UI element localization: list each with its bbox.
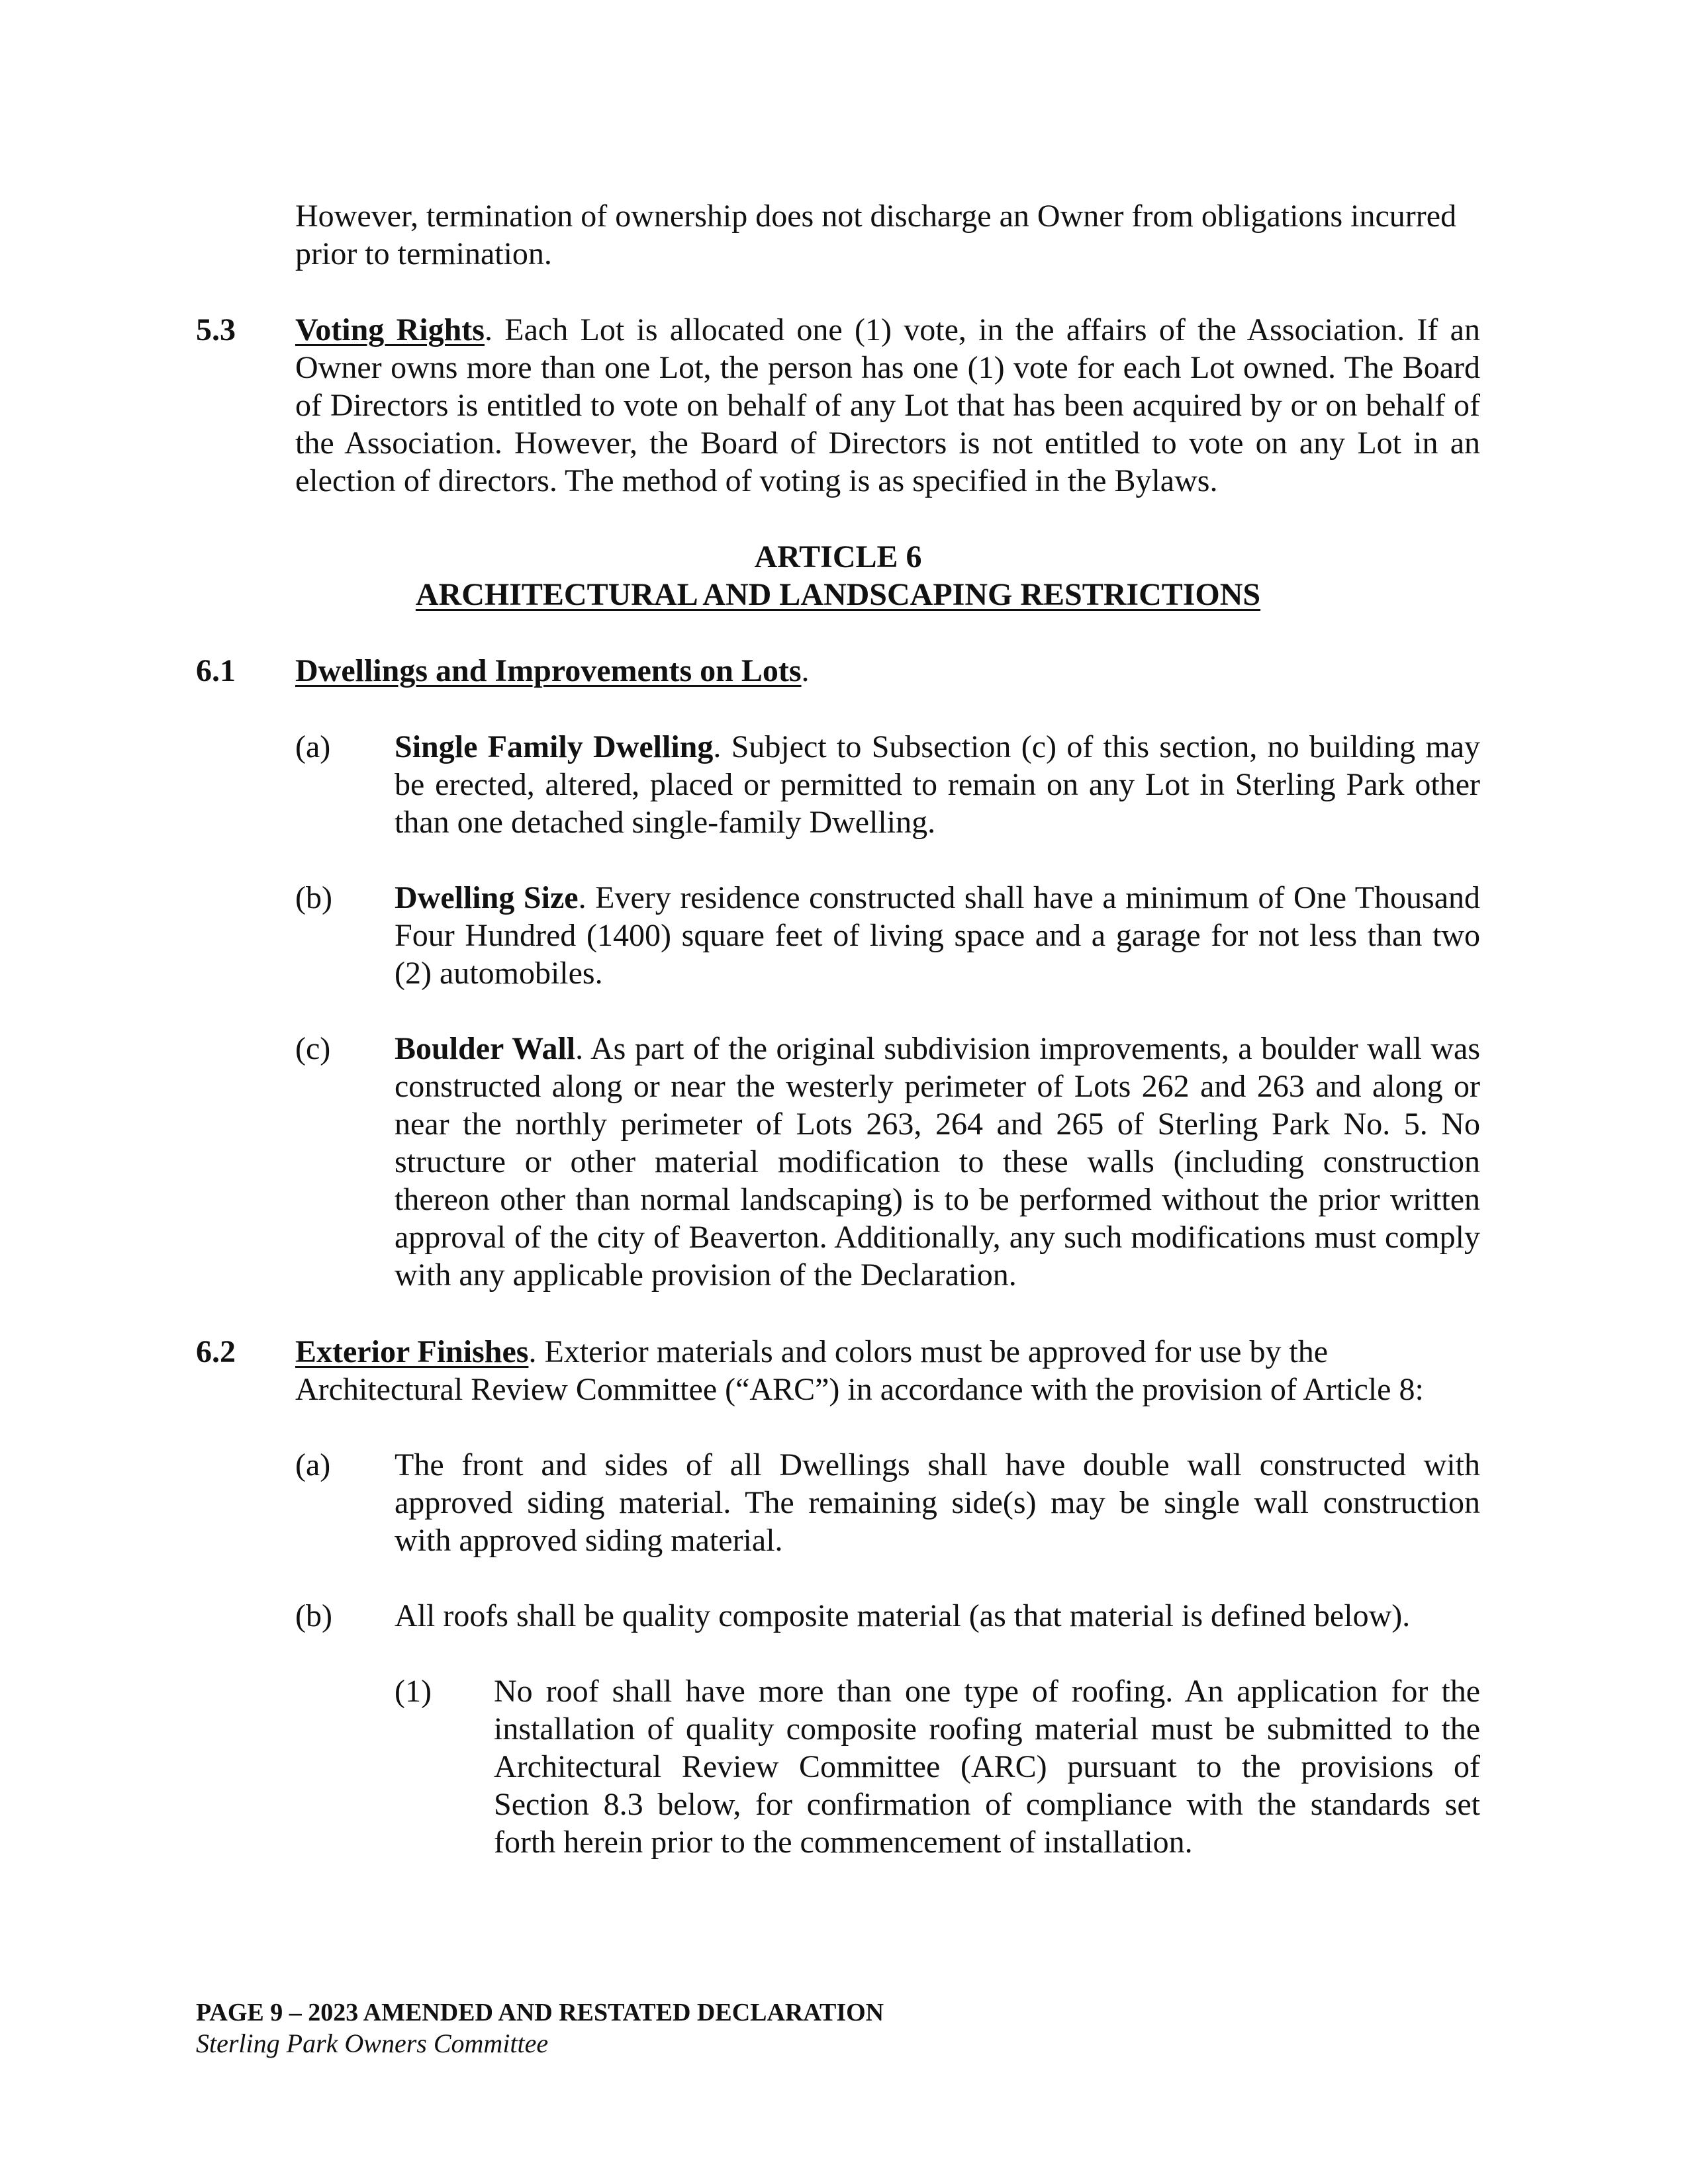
item-6-1-a-label: (a) <box>295 729 331 764</box>
footer-page-title: PAGE 9 – 2023 AMENDED AND RESTATED DECLARATION <box>196 1999 884 2026</box>
section-6-1-number: 6.1 <box>196 653 236 688</box>
item-6-1-b-text: . Every residence constructed shall have a minimum of One Thousand Four Hundred (1400) square feet of living space and a garage for not less than two (2) automobiles. <box>395 880 1481 991</box>
item-6-1-c-text: . As part of the original subdivision improvements, a boulder wall was constructed along or near the westerly perimeter of Lots 262 and 263 and along or near the northly perimeter of Lots 263, 264 and 265 of Sterling Park No. 5. No structure or other material modification to these walls (including construction thereon other than normal landscaping) is to be performed without the prior written approval of the city of Beaverton. Additionally, any such modifications must comply with any applicable provision of the Declaration. <box>395 1031 1480 1293</box>
section-6-1-heading-line <box>295 652 1480 690</box>
item-6-1-c-heading: Boulder Wall <box>395 1031 576 1066</box>
article-title-text: ARCHITECTURAL AND LANDSCAPING RESTRICTIONS <box>415 577 1261 612</box>
section-6-1-heading: Dwellings and Improvements on Lots <box>295 653 802 688</box>
item-6-2-a-paragraph: The front and sides of all Dwellings shall have double wall constructed with approved siding material. The remaining side(s) may be single wall construction with approved siding material. <box>395 1447 1480 1558</box>
subitem-6-2-b-1-label: (1) <box>395 1674 432 1709</box>
continuation-paragraph: However, termination of ownership does not discharge an Owner from obligations incurred prior to termination. <box>295 199 1457 271</box>
section-5-3-heading: Voting Rights <box>295 312 485 347</box>
item-6-1-b-heading: Dwelling Size <box>395 880 579 915</box>
item-6-2-b-label: (b) <box>295 1598 332 1633</box>
item-6-1-b-label: (b) <box>295 880 332 915</box>
section-5-3-paragraph <box>295 311 1480 500</box>
section-5-3-text: . Each Lot is allocated one (1) vote, in the affairs of the Association. If an Owner owns more than one Lot, the person has one (1) vote for each Lot owned. The Board of Directors is entitled to vote on behalf of any Lot that has been acquired by or on behalf of the Association. However, the Board of Directors is not entitled to vote on any Lot in an election of directors. The method of voting is as specified in the Bylaws. <box>295 312 1480 498</box>
item-6-1-a-text: . Subject to Subsection (c) of this section, no building may be erected, altered, placed or permitted to remain on any Lot in Sterling Park other than one detached single-family Dwelling. <box>395 729 1480 840</box>
section-6-2-heading: Exterior Finishes <box>295 1334 529 1369</box>
item-6-2-b-paragraph: All roofs shall be quality composite material (as that material is defined below). <box>395 1598 1411 1633</box>
footer-subtitle: Sterling Park Owners Committee <box>196 2028 549 2058</box>
item-6-1-c-label: (c) <box>295 1031 331 1066</box>
item-6-1-c-paragraph <box>395 1030 1480 1294</box>
section-6-2-paragraph <box>295 1333 1480 1408</box>
item-6-1-b-paragraph <box>395 879 1480 992</box>
section-6-2-number: 6.2 <box>196 1334 236 1369</box>
section-6-2-text: . Exterior materials and colors must be approved for use by the Architectural Review Committee (“ARC”) in accordance with the provision of Article 8: <box>295 1334 1424 1407</box>
item-6-1-a-heading: Single Family Dwelling <box>395 729 714 764</box>
item-6-2-a-label: (a) <box>295 1447 331 1482</box>
section-6-1-heading-suffix: . <box>801 653 810 688</box>
section-5-3-number: 5.3 <box>196 312 236 347</box>
article-label: ARTICLE 6 <box>754 539 922 574</box>
subitem-6-2-b-1-paragraph: No roof shall have more than one type of roofing. An application for the installation of quality composite roofing material must be submitted to the Architectural Review Committee (ARC) pursuant to the provisions of Section 8.3 below, for confirmation of compliance with the standards set forth herein prior to the commencement of installation. <box>494 1674 1480 1860</box>
article-title <box>196 576 1480 614</box>
item-6-1-a-paragraph <box>395 728 1480 841</box>
